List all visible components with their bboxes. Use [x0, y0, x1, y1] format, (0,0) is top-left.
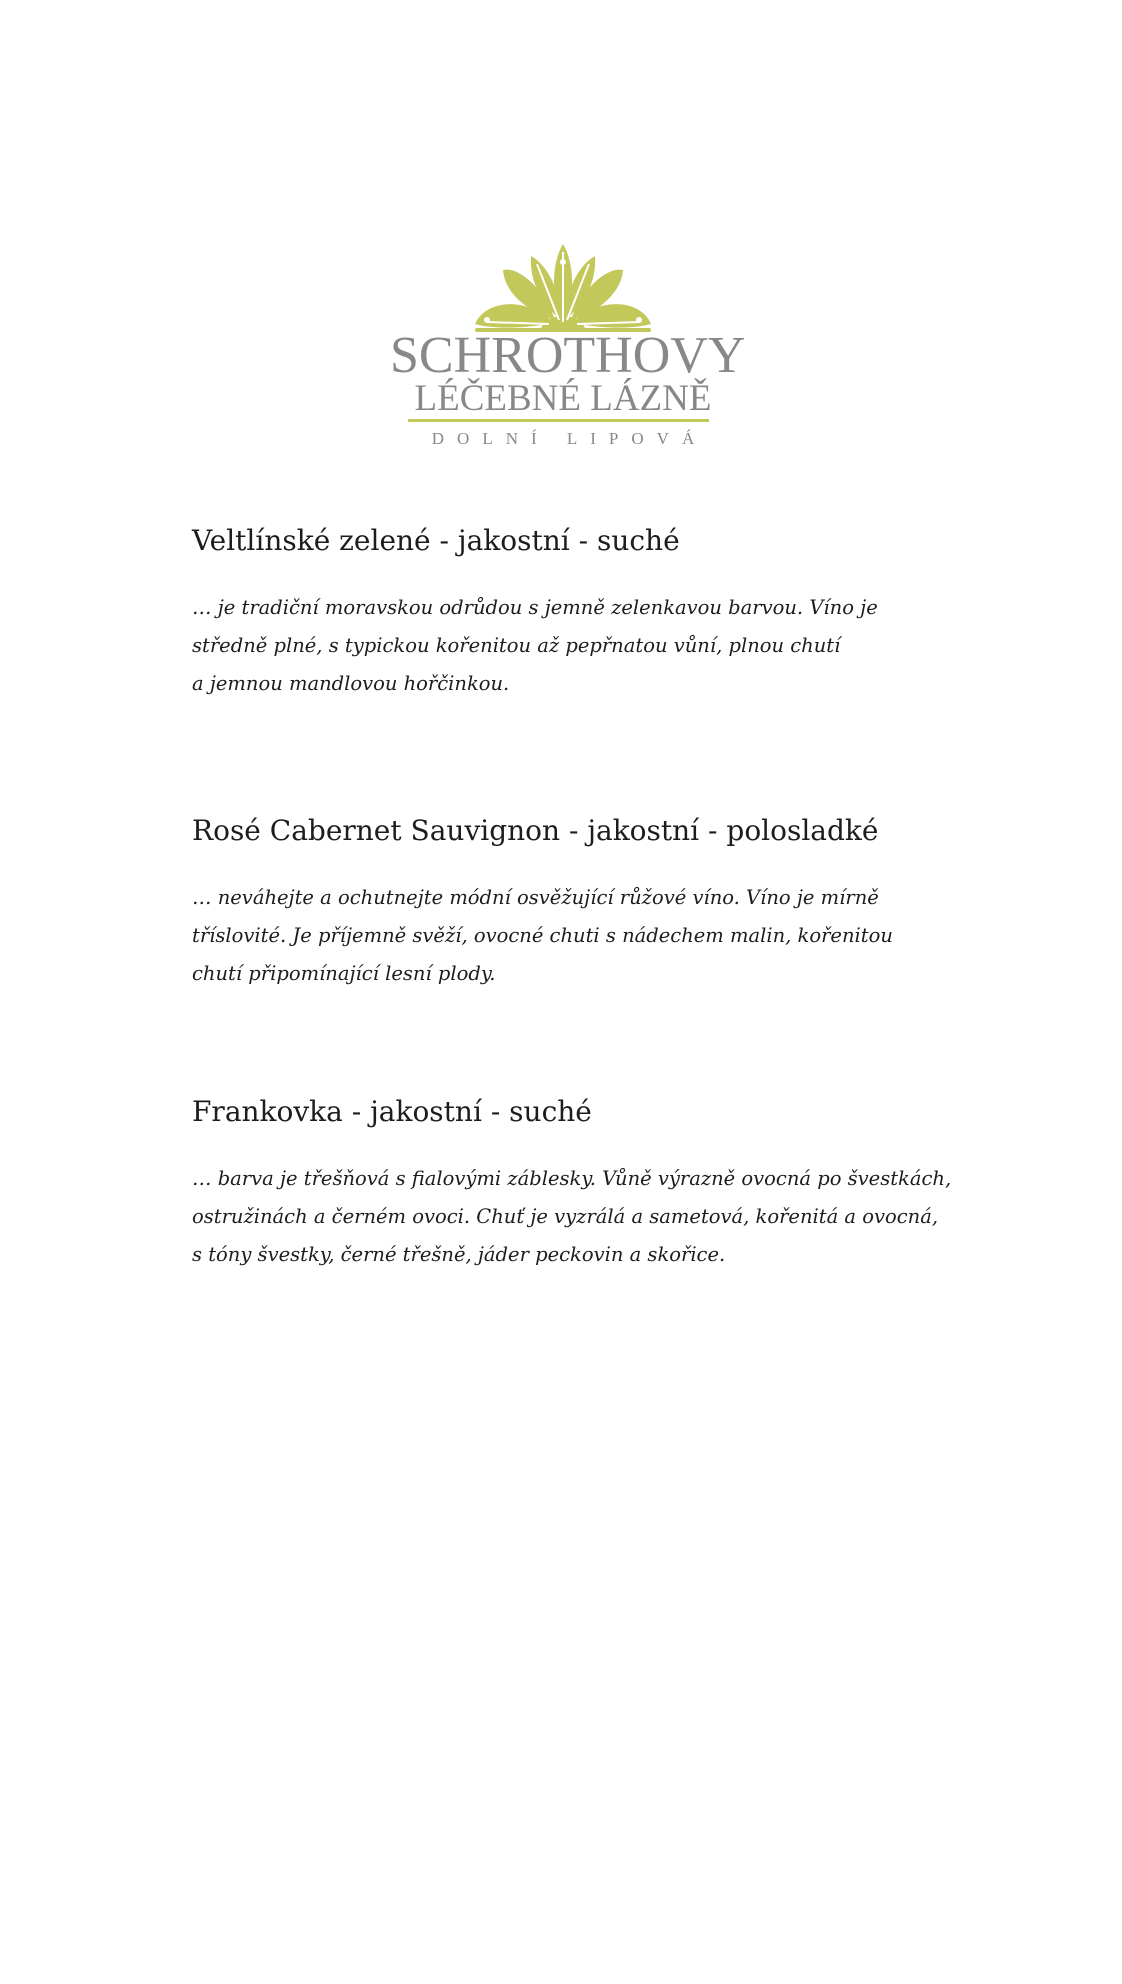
wine-item-frankovka — [192, 1094, 972, 1274]
wine-title: Veltlínské zelené - jakostní - suché — [192, 524, 680, 557]
logo-location: DOLNÍ LIPOVÁ — [431, 429, 708, 448]
wine-item-veltlinske — [192, 523, 972, 703]
wine-title: Rosé Cabernet Sauvignon - jakostní - polosladké — [192, 814, 879, 847]
logo-divider — [408, 419, 709, 422]
logo-title: SCHROTHOVY — [390, 327, 746, 384]
logo-subtitle: LÉČEBNÉ LÁZNĚ — [414, 378, 712, 419]
spa-logo — [390, 244, 746, 454]
wine-item-rose-cabernet — [192, 813, 972, 993]
wine-title: Frankovka - jakostní - suché — [192, 1095, 592, 1128]
lotus-flower-icon — [475, 244, 651, 334]
wine-description: … barva je třešňová s fialovými záblesky. Vůně výrazně ovocná po švestkách, ostružinách a černém ovoci. Chuť je vyzrálá a sametová, kořenitá a ovocná, s tóny švestky, černé třešně, jáder peckovin a skořice. — [192, 1167, 952, 1266]
wine-description: … je tradiční moravskou odrůdou s jemně zelenkavou barvou. Víno je středně plné, s typickou kořenitou až pepřnatou vůní, plnou chutí a jemnou mandlovou hořčinkou. — [192, 596, 878, 695]
wine-description: … neváhejte a ochutnejte módní osvěžující růžové víno. Víno je mírně tříslovité. Je příjemně svěží, ovocné chuti s nádechem malin, kořenitou chutí připomínající lesní plody. — [192, 886, 893, 985]
